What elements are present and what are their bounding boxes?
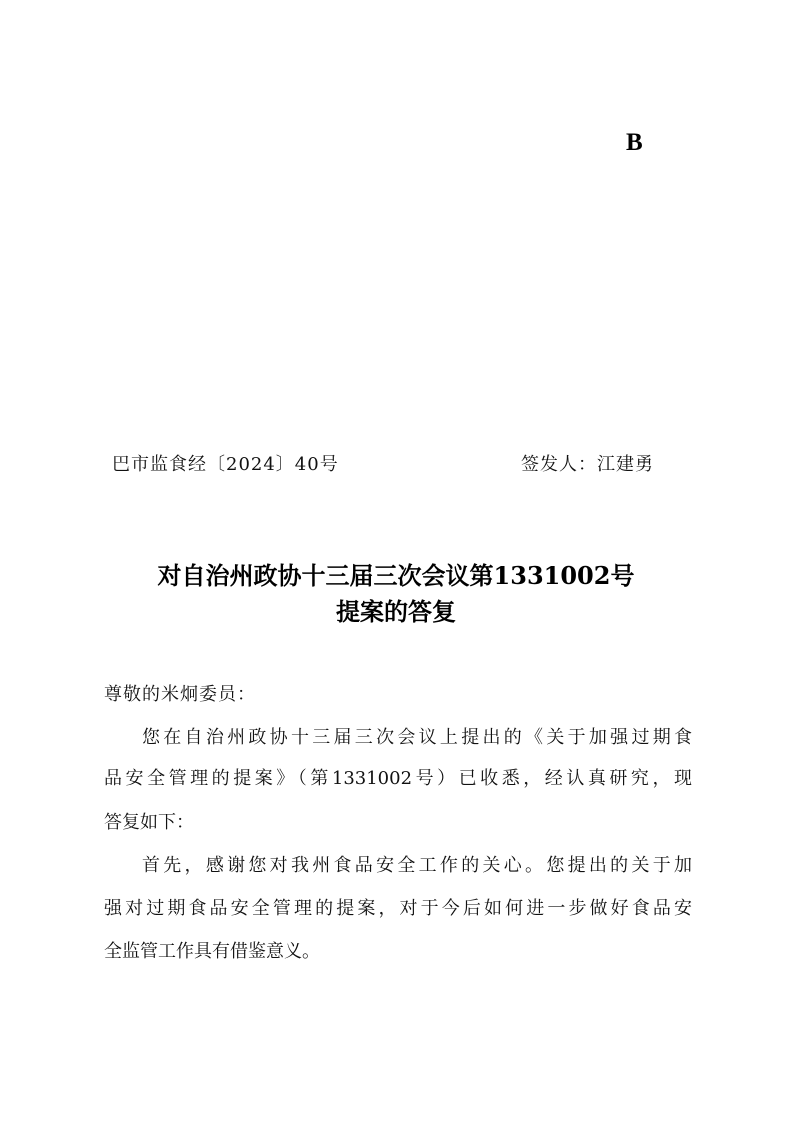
- salutation: 尊敬的米炯委员：: [104, 684, 256, 705]
- paragraph-2-line-3: 全监管工作具有借鉴意义。: [104, 941, 320, 962]
- document-number: 巴市监食经〔2024〕40号: [112, 454, 339, 475]
- document-title-line-1: 对自治州政协十三届三次会议第1331002号: [157, 561, 635, 590]
- paragraph-2-line-1: 首先，感谢您对我州食品安全工作的关心。您提出的关于加: [142, 855, 692, 876]
- paragraph-2-line-2: 强对过期食品安全管理的提案，对于今后如何进一步做好食品安: [104, 898, 692, 919]
- document-title-line-2: 提案的答复: [336, 597, 456, 626]
- signer: 签发人：江建勇: [521, 454, 654, 475]
- paragraph-1-line-2: 品安全管理的提案》（第1331002号）已收悉，经认真研究，现: [104, 768, 692, 789]
- paragraph-1-line-1: 您在自治州政协十三届三次会议上提出的《关于加强过期食: [142, 727, 692, 748]
- grade-mark: B: [626, 129, 643, 156]
- paragraph-1-line-3: 答复如下：: [104, 812, 194, 833]
